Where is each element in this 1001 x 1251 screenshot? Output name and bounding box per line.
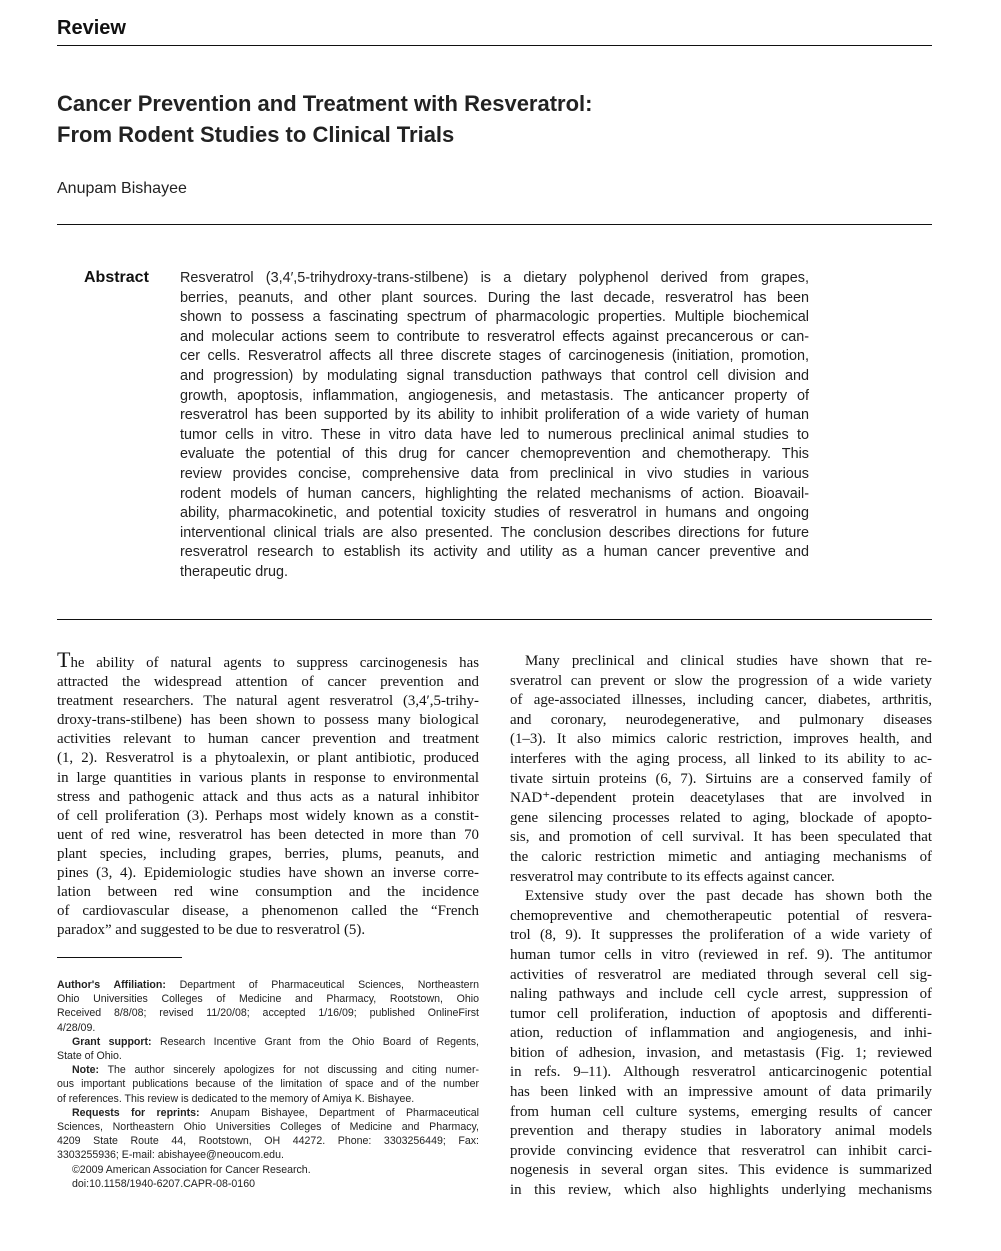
body-line: stress and pathogenic attack and thus acts as a natural inhibitor xyxy=(57,788,479,805)
abstract-line: evaluate the potential of this drug for cancer chemoprevention and chemotherapy. This xyxy=(180,446,809,463)
abstract-line: rodent models of human cancers, highlighting the related mechanisms of action. Bioavail- xyxy=(180,485,809,502)
body-line: in refs. 9–11). Although resveratrol anticarcinogenic potential xyxy=(510,1064,932,1081)
footnote-line: of references. This review is dedicated to the memory of Amiya K. Bishayee. xyxy=(57,1092,415,1105)
abstract-rule xyxy=(57,619,932,620)
footnote-rule xyxy=(57,957,182,958)
abstract-text xyxy=(180,269,809,583)
abstract-line: shown to possess a fascinating spectrum of pharmacologic properties. Multiple biochemical xyxy=(180,309,809,326)
abstract-line: resveratrol research to establish its activity and utility as a human cancer preventive and xyxy=(180,544,809,561)
footnote-line: 3303255936; E-mail: abishayee@neoucom.edu. xyxy=(57,1149,284,1162)
drop-cap: T xyxy=(57,647,71,672)
body-line: in large quantities in various plants in response to environmental xyxy=(57,769,479,786)
body-line: lation between red wine consumption and the incidence xyxy=(57,884,479,901)
body-line: trol (8, 9). It suppresses the proliferation of a wide variety of xyxy=(510,927,932,944)
body-line: provide convincing evidence that resveratrol can inhibit carci- xyxy=(510,1142,932,1159)
footnote-text: Anupam Bishayee, Department of Pharmaceutical xyxy=(199,1106,479,1119)
body-line: prevention and therapy studies in laboratory animal models xyxy=(510,1123,932,1140)
footnote-label: Note: xyxy=(72,1064,100,1077)
body-line: chemopreventive and chemotherapeutic potential of resvera- xyxy=(510,907,932,924)
footnote-line: Ohio Universities Colleges of Medicine and Pharmacy, Rootstown, Ohio xyxy=(57,993,479,1006)
body-line: gene silencing processes related to aging, blockade of apopto- xyxy=(510,809,932,826)
footnotes xyxy=(57,978,479,1191)
abstract-line: tumor cells in vitro. These in vitro data have led to numerous preclinical animal studies to xyxy=(180,426,809,443)
footnote-text: Department of Pharmaceutical Sciences, Northeastern xyxy=(165,979,479,991)
body-line: in this review, which also highlights underlying mechanisms xyxy=(510,1182,932,1199)
footnote-line: State of Ohio. xyxy=(57,1050,122,1063)
body-line xyxy=(57,647,479,673)
footnote-line xyxy=(57,1035,479,1049)
footnote-label: Author's Affiliation: xyxy=(57,979,166,991)
body-line: resveratrol may contribute to its effects against cancer. xyxy=(510,868,835,885)
abstract-line: ability, pharmacokinetic, and potential toxicity studies of resveratrol in humans and ongoing xyxy=(180,505,809,522)
body-line: (1, 2). Resveratrol is a phytoalexin, or plant antibiotic, produced xyxy=(57,750,479,767)
body-line: NAD⁺-dependent protein deacetylases that are involved in xyxy=(510,790,932,807)
body-line: sveratrol can prevent or slow the progression of a wide variety xyxy=(510,672,932,689)
footnote-label: Grant support: xyxy=(72,1035,152,1048)
copyright-line: ©2009 American Association for Cancer Research. xyxy=(72,1163,311,1176)
body-line: droxy-trans-stilbene) has been shown to possess many biological xyxy=(57,712,479,729)
body-line: of cardiovascular disease, a phenomenon called the “French xyxy=(57,903,479,920)
body-line: tumor cell proliferation, induction of apoptosis and differenti- xyxy=(510,1005,932,1022)
body-line: of cell proliferation (3). Perhaps most widely known as a constit- xyxy=(57,807,479,824)
footnote-text: The author sincerely apologizes for not discussing and citing numer- xyxy=(99,1064,479,1077)
footnote-line: 4209 State Route 44, Rootstown, OH 44272. Phone: 3303256449; Fax: xyxy=(57,1135,479,1148)
body-column-left xyxy=(57,647,479,940)
body-line: human tumor cells in vitro (reviewed in ref. 9). The antitumor xyxy=(510,946,932,963)
author-name: Anupam Bishayee xyxy=(57,180,187,197)
abstract-line: Resveratrol (3,4′,5-trihydroxy-trans-stilbene) is a dietary polyphenol derived from grapes, xyxy=(180,270,809,286)
abstract-heading: Abstract xyxy=(84,269,149,286)
body-line: naling pathways and include cell cycle arrest, suppression of xyxy=(510,986,932,1003)
footnote-line: Received 8/8/08; revised 11/20/08; accepted 1/16/09; published OnlineFirst xyxy=(57,1007,479,1020)
body-line-text: he ability of natural agents to suppress carcinogenesis has xyxy=(70,655,479,671)
body-line: plant species, including grapes, berries, plums, peanuts, and xyxy=(57,845,479,862)
body-line: Many preclinical and clinical studies have shown that re- xyxy=(525,653,932,669)
body-line: attracted the widespread attention of cancer prevention and xyxy=(57,674,479,691)
footnote-text: Research Incentive Grant from the Ohio Board of Regents, xyxy=(151,1035,479,1048)
abstract-line: berries, peanuts, and other plant sources. During the last decade, resveratrol has been xyxy=(180,289,809,306)
body-line: bition of adhesion, invasion, and metastasis (Fig. 1; reviewed xyxy=(510,1044,932,1061)
abstract-line: cer cells. Resveratrol affects all three discrete stages of carcinogenesis (initiation, promotion, xyxy=(180,348,809,365)
top-rule xyxy=(57,45,932,46)
body-line: has been linked with an impressive amount of data primarily xyxy=(510,1084,932,1101)
abstract-line: therapeutic drug. xyxy=(180,563,289,580)
body-line: tivate sirtuin proteins (6, 7). Sirtuins are a conserved family of xyxy=(510,770,932,787)
doi-line: doi:10.1158/1940-6207.CAPR-08-0160 xyxy=(72,1177,255,1190)
footnote-label: Requests for reprints: xyxy=(72,1106,200,1119)
body-line: the caloric restriction mimetic and antiaging mechanisms of xyxy=(510,848,932,865)
body-line: treatment researchers. The natural agent resveratrol (3,4′,5-trihy- xyxy=(57,693,479,710)
body-line: activities relevant to human cancer prevention and treatment xyxy=(57,731,479,748)
footnote-line: 4/28/09. xyxy=(57,1021,96,1034)
body-line: Extensive study over the past decade has shown both the xyxy=(525,888,932,905)
footnote-line xyxy=(57,1106,479,1120)
body-line: paradox” and suggested to be due to resveratrol (5). xyxy=(57,922,366,939)
body-line: uent of red wine, resveratrol has been detected in more than 70 xyxy=(57,826,479,843)
body-line: interferes with the aging process, all linked to its ability to ac- xyxy=(510,750,932,767)
body-line: from human cell culture systems, emerging results of cancer xyxy=(510,1103,932,1120)
footnote-line xyxy=(57,978,479,992)
body-line: of age-associated illnesses, including cancer, diabetes, arthritis, xyxy=(510,692,932,709)
body-line: and coronary, neurodegenerative, and pulmonary diseases xyxy=(510,711,932,728)
body-line: nogenesis in several organ sites. This evidence is summarized xyxy=(510,1162,932,1179)
abstract-line: and progression) by modulating signal transduction pathways that control cell division and xyxy=(180,367,809,384)
footnote-line: Sciences, Northeastern Ohio Universities Colleges of Medicine and Pharmacy, xyxy=(57,1121,479,1134)
abstract-line: interventional clinical trials are also presented. The conclusion describes directions for future xyxy=(180,524,809,541)
body-line: (1–3). It also mimics caloric restriction, improves health, and xyxy=(510,731,932,748)
body-line: activities of resveratrol are mediated through several cell sig- xyxy=(510,966,932,983)
footnote-line xyxy=(57,1063,479,1077)
abstract-line: and molecular actions seem to contribute to resveratrol effects against precancerous or can- xyxy=(180,328,809,345)
body-line: ation, reduction of inflammation and angiogenesis, and inhi- xyxy=(510,1025,932,1042)
abstract-line: review provides concise, comprehensive data from preclinical in vivo studies in various xyxy=(180,465,809,482)
body-line: sis, and promotion of cell survival. It has been speculated that xyxy=(510,829,932,846)
section-label: Review xyxy=(57,17,126,39)
body-column-right xyxy=(510,652,932,1201)
abstract-line: growth, apoptosis, inflammation, angiogenesis, and metastasis. The anticancer property of xyxy=(180,387,809,404)
footnote-line: ous important publications because of the limitation of space and of the number xyxy=(57,1078,479,1091)
title-line: Cancer Prevention and Treatment with Resveratrol: xyxy=(57,91,593,116)
abstract-line: resveratrol has been supported by its ability to inhibit proliferation of a wide variety of human xyxy=(180,407,809,424)
article-title xyxy=(57,88,593,150)
body-line: pines (3, 4). Epidemiologic studies have shown an inverse corre- xyxy=(57,865,479,882)
header-rule xyxy=(57,224,932,225)
title-line: From Rodent Studies to Clinical Trials xyxy=(57,122,455,147)
